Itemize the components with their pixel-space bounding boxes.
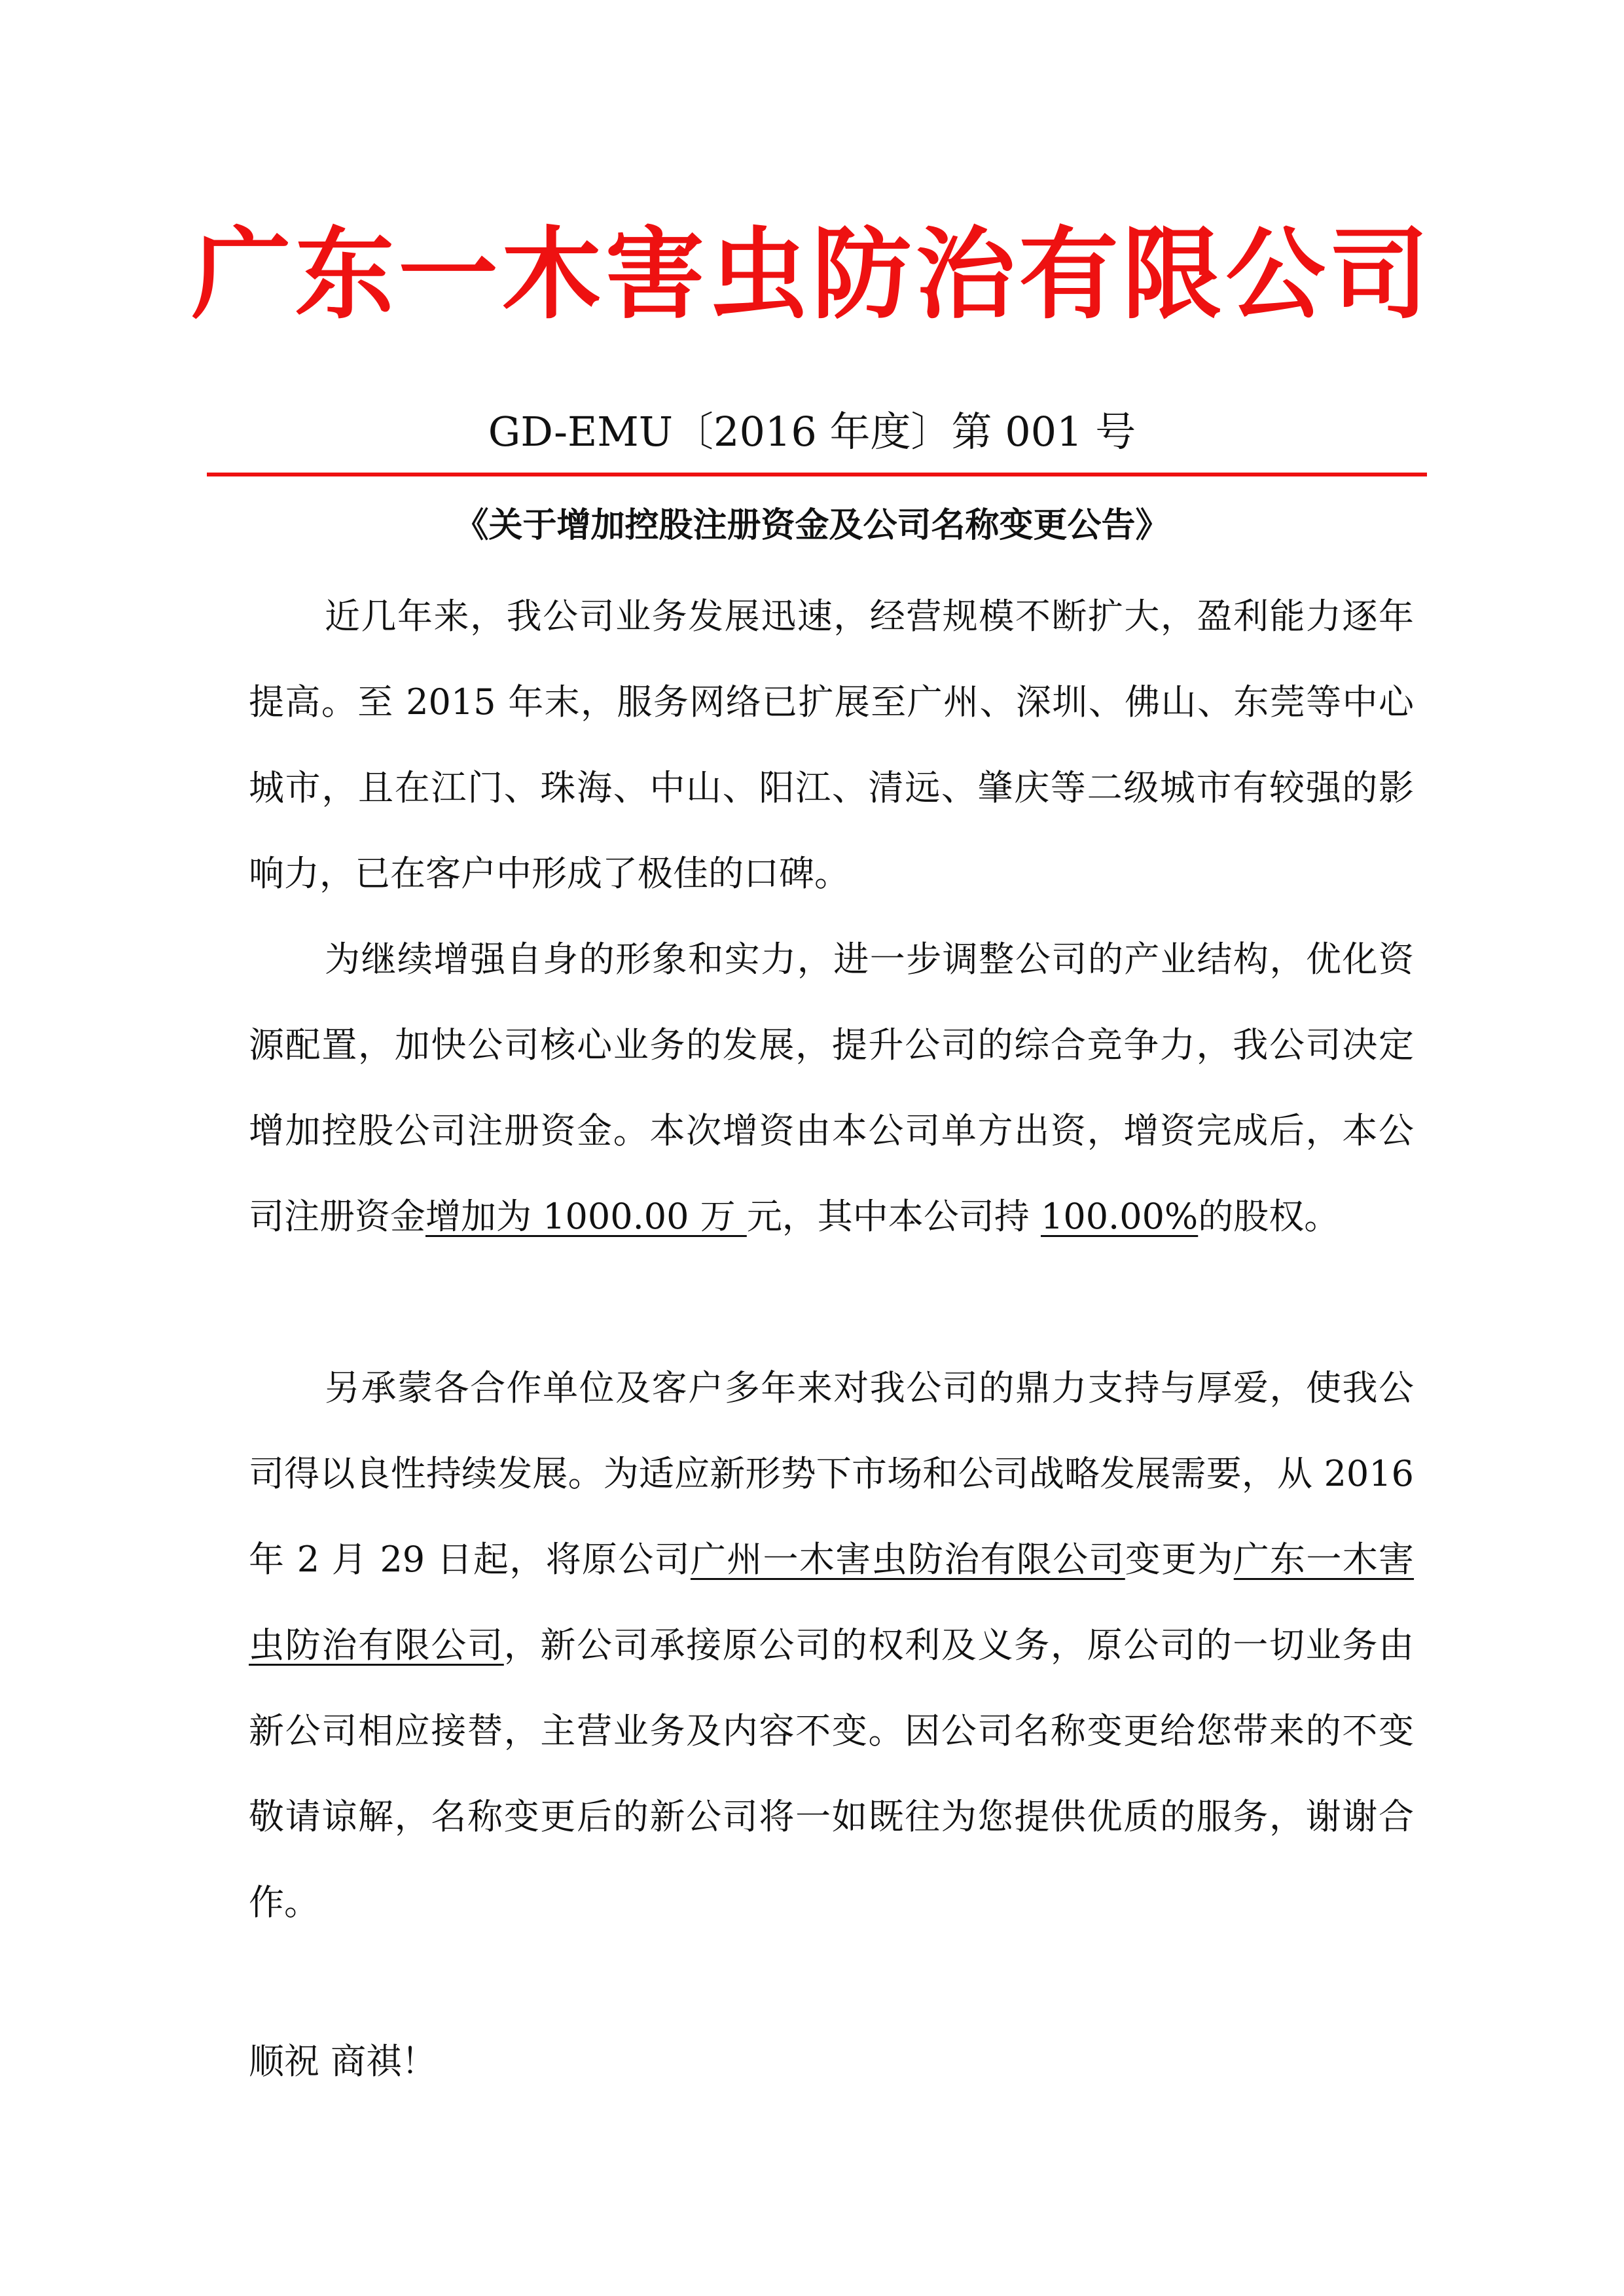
header-divider [207,473,1427,476]
paragraph-growth: 近几年来，我公司业务发展迅速，经营规模不断扩大，盈利能力逐年提高。至 2015 年末，服务网络已扩展至广州、深圳、佛山、东莞等中心城市，且在江门、珠海、中山、阳江、清远、肇庆等二级城市有较强的影响力，已在客户中形成了极佳的口碑。 [249,596,1414,894]
paragraph-capital-increase [249,916,1414,1259]
paragraph-name-change [249,1345,1414,1945]
body-paragraph-1 [249,573,1414,916]
closing-greeting: 顺祝 商祺！ [249,2041,437,2082]
body-paragraph-3 [249,1345,1414,1945]
new-company-name: 广东一木害虫防治有限公司 [249,1539,1415,1666]
body-paragraph-2 [249,916,1414,1259]
capital-text-2: 元，其中本公司持 [746,1196,1041,1237]
company-name-heading: 广东一木害虫防治有限公司 [191,217,1433,332]
old-company-name: 广州一木害虫防治有限公司 [690,1539,1125,1580]
notice-title: 《关于增加控股注册资金及公司名称变更公告》 [454,506,1170,545]
capital-amount: 增加为 1000.00 万 [425,1196,747,1237]
document-number: GD-EMU〔2016 年度〕第 001 号 [488,408,1136,456]
name-change-text-1: 另承蒙各合作单位及客户多年来对我公司的鼎力支持与厚爱，使我公司得以良性持续发展。为适应新形势下市场和公司战略发展需要，从 2016 年 2 月 29 日起，将原公司 [249,1367,1414,1580]
share-percentage: 100.00% [1040,1196,1199,1237]
name-change-text-2: 变更为 [1125,1539,1234,1580]
name-change-text-3: ，新公司承接原公司的权利及义务，原公司的一切业务由新公司相应接替，主营业务及内容不变。因公司名称变更给您带来的不变敬请谅解，名称变更后的新公司将一如既往为您提供优质的服务，谢谢合作。 [249,1624,1415,1923]
capital-text-3: 的股权。 [1198,1196,1340,1237]
capital-text-1: 为继续增强自身的形象和实力，进一步调整公司的产业结构，优化资源配置，加快公司核心业务的发展，提升公司的综合竞争力，我公司决定增加控股公司注册资金。本次增资由本公司单方出资，增资完成后，本公司注册资金 [249,939,1414,1237]
